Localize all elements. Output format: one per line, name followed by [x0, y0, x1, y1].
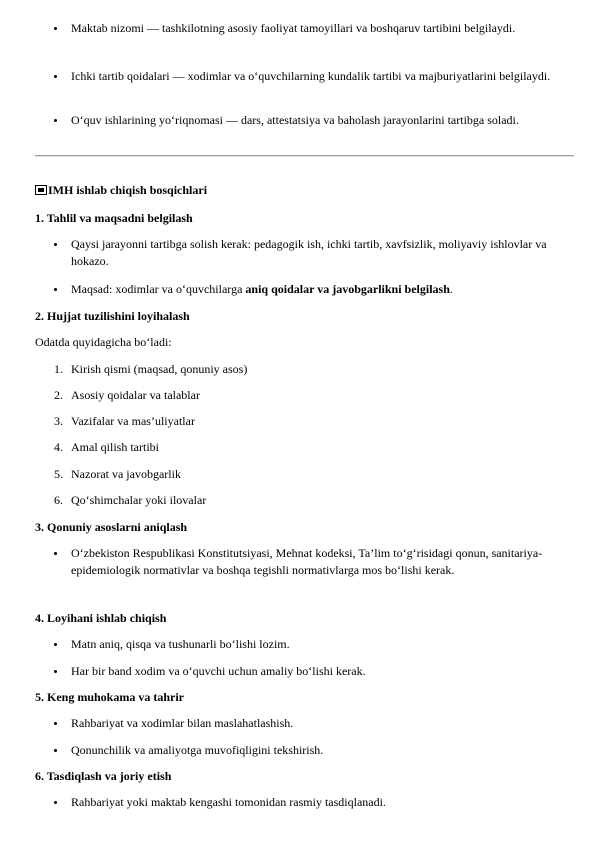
intro-list-2	[0, 68, 595, 85]
step1-title: 1. Tahlil va maqsadni belgilash	[35, 211, 193, 225]
section-title-text: IMH ishlab chiqish bosqichlari	[48, 183, 208, 197]
step2-intro: Odatda quyidagicha bo‘ladi:	[35, 335, 172, 349]
step4-title: 4. Loyihani ishlab chiqish	[35, 611, 167, 625]
item-number: 2.	[54, 388, 63, 402]
item-text: Amal qilish tartibi	[71, 440, 159, 454]
list-item: Maktab nizomi — tashkilotning asosiy faoliyat tamoyillari va boshqaruv tartibini belgilaydi.	[0, 20, 595, 37]
step1-list-2	[0, 281, 595, 298]
step1-list	[0, 236, 595, 270]
divider	[35, 155, 574, 157]
checkbox-icon	[35, 185, 47, 195]
list-item: Qaysi jarayonni tartibga solish kerak: pedagogik ish, ichki tartib, xavfsizlik, moliyaviy ishlovlar va hokazo.	[0, 236, 595, 270]
intro-list	[0, 20, 595, 37]
step5-list	[0, 715, 595, 732]
step4-list-2	[0, 663, 595, 680]
item-text: Kirish qismi (maqsad, qonuniy asos)	[71, 362, 248, 376]
step1-item2-bold: aniq qoidalar va javobgarlikni belgilash	[245, 282, 450, 296]
list-item: Qonunchilik va amaliyotga muvofiqligini tekshirish.	[0, 742, 595, 759]
step4-list	[0, 636, 595, 653]
list-item: Rahbariyat va xodimlar bilan maslahatlashish.	[0, 715, 595, 732]
step6-list	[0, 794, 595, 811]
item-number: 6.	[54, 493, 63, 507]
item-number: 4.	[54, 440, 63, 454]
list-item: Matn aniq, qisqa va tushunarli bo‘lishi lozim.	[0, 636, 595, 653]
numbered-item-3	[0, 413, 595, 430]
list-item: Har bir band xodim va o‘quvchi uchun amaliy bo‘lishi kerak.	[0, 663, 595, 680]
numbered-item-4	[0, 439, 595, 456]
step5-title: 5. Keng muhokama va tahrir	[35, 690, 185, 704]
step1-item2-prefix: Maqsad: xodimlar va o‘quvchilarga	[71, 282, 246, 296]
item-text: Asosiy qoidalar va talablar	[71, 388, 200, 402]
item-number: 1.	[54, 362, 63, 376]
numbered-item-6	[0, 492, 595, 509]
list-item: O‘quv ishlarining yo‘riqnomasi — dars, attestatsiya va baholash jarayonlarini tartibga soladi.	[0, 112, 595, 129]
step5-list-2	[0, 742, 595, 759]
step6-title: 6. Tasdiqlash va joriy etish	[35, 769, 172, 783]
item-text: Nazorat va javobgarlik	[71, 467, 181, 481]
step3-list	[0, 545, 595, 579]
item-text: Vazifalar va mas’uliyatlar	[71, 414, 195, 428]
step3-title: 3. Qonuniy asoslarni aniqlash	[35, 520, 188, 534]
intro-list-3	[0, 112, 595, 129]
numbered-item-5	[0, 466, 595, 483]
section-title	[35, 182, 207, 199]
list-item: Rahbariyat yoki maktab kengashi tomonidan rasmiy tasdiqlanadi.	[0, 794, 595, 811]
numbered-item-1	[0, 361, 595, 378]
numbered-item-2	[0, 387, 595, 404]
step2-title: 2. Hujjat tuzilishini loyihalash	[35, 309, 190, 323]
list-item: Ichki tartib qoidalari — xodimlar va o‘quvchilarning kundalik tartibi va majburiyatlarini belgilaydi.	[0, 68, 595, 85]
item-text: Qo‘shimchalar yoki ilovalar	[71, 493, 207, 507]
list-item: O‘zbekiston Respublikasi Konstitutsiyasi, Mehnat kodeksi, Ta’lim to‘g‘risidagi qonun, sanitariya-epidemiologik normativlar va boshqa tegishli normativlarga mos bo‘lishi kerak.	[0, 545, 595, 579]
list-item	[0, 281, 595, 298]
item-number: 5.	[54, 467, 63, 481]
item-number: 3.	[54, 414, 63, 428]
step1-item2-suffix: .	[449, 282, 453, 296]
